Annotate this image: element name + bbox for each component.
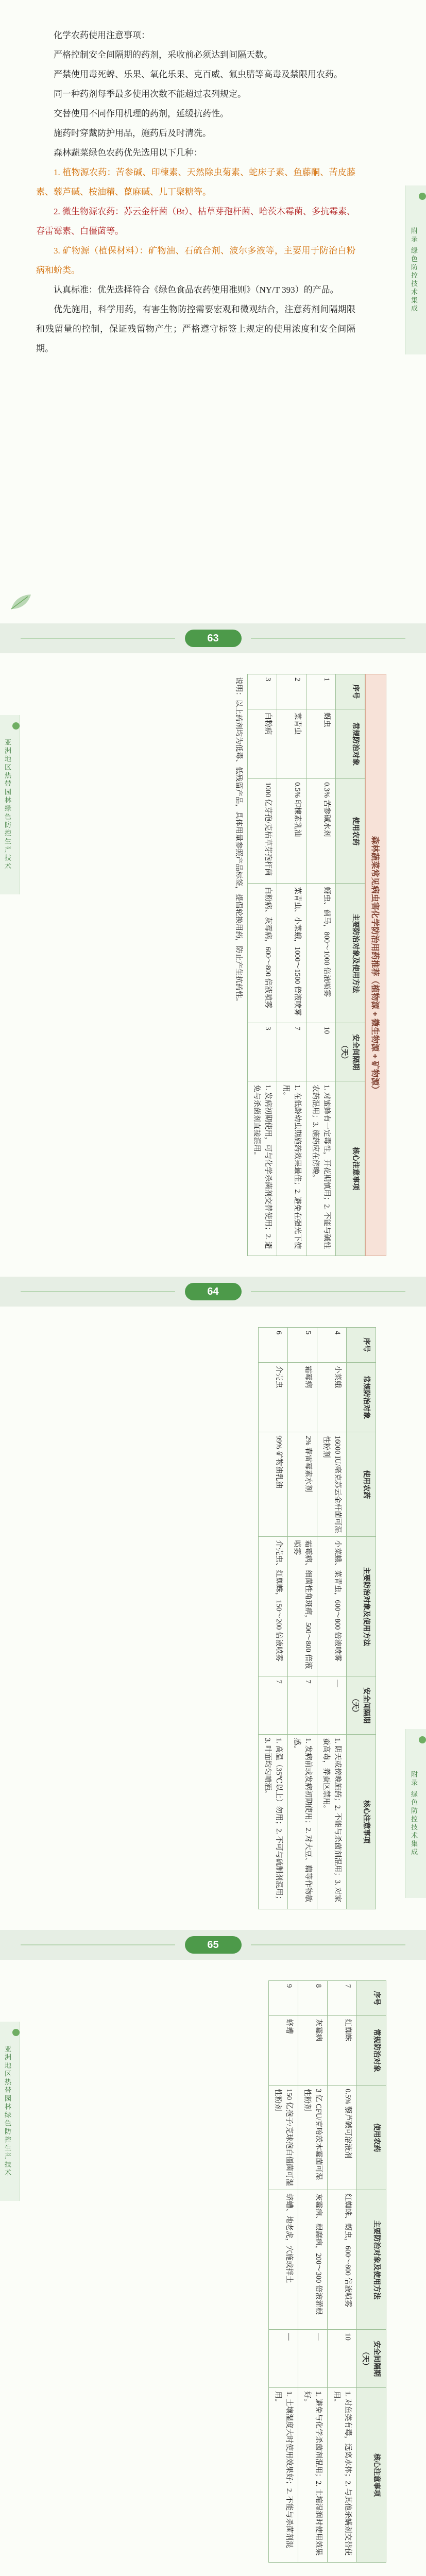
col-header: 主要防治对象及使用方法 xyxy=(357,2190,386,2330)
table-cell: 4 xyxy=(317,1328,347,1363)
col-header: 序号 xyxy=(347,1328,376,1363)
table-cell: 介壳虫 xyxy=(259,1362,288,1432)
table-row xyxy=(277,674,306,1256)
page-63 xyxy=(0,0,426,623)
rotated-content xyxy=(36,674,386,1256)
paragraph: 森林蔬菜绿色农药优先选用以下几种： xyxy=(54,148,202,158)
table-cell: 红蜘蛛、蚜虫，600～800 倍液喷雾 xyxy=(328,2190,357,2330)
table-cell: 1. 对蜜蜂有一定毒性，开花期慎用；2. 不能与碱性农药混用；3. 施药应在傍晚。 xyxy=(306,1081,336,1256)
table-row xyxy=(317,1328,347,1909)
table-cell: 菜青虫、小菜蛾，1000～1500 倍液喷雾 xyxy=(277,884,306,1023)
table-cell: 7 xyxy=(288,1676,317,1735)
table-cell: 0.5% 藜芦碱可溶液剂 xyxy=(328,2086,357,2190)
table-row xyxy=(288,1328,317,1909)
side-tab-left xyxy=(0,2022,20,2201)
col-header: 使用农药 xyxy=(357,2086,386,2190)
table-cell: — xyxy=(317,1676,347,1735)
col-header: 核心注意事项 xyxy=(336,1081,365,1256)
col-header: 使用农药 xyxy=(347,1432,376,1537)
tab-dot-icon xyxy=(12,722,20,730)
paragraph: 化学农药使用注意事项： xyxy=(54,30,150,40)
col-header: 安全间隔期（天） xyxy=(336,1023,365,1081)
table-cell: 16000 IU/毫克苏云金杆菌可湿性粉剂 xyxy=(317,1432,347,1537)
table-cell: 7 xyxy=(328,1981,357,2016)
table-cell: 1. 阴天或傍晚施药；2. 不能与杀菌剂混用；3. 对家蚕高毒，养蚕区禁用。 xyxy=(317,1735,347,1909)
side-tab-left xyxy=(0,715,20,894)
table-cell: 1. 避免与化学杀菌剂混用；2. 土壤湿润时使用效果好。 xyxy=(298,2388,328,2563)
table-cell: 3 亿 CFU/克哈茨木霉菌可湿性粉剂 xyxy=(298,2086,328,2190)
table-footnote: 说明：以上药剂均为低毒、低残留产品，具体用量参照产品标签，提倡轮换用药，防止产生抗药性。 xyxy=(234,677,243,1006)
paragraph-highlight: 3. 矿物源（植保材料）：矿物油、石硫合剂、波尔多液等，主要用于防治白粉病和蚧类。 xyxy=(36,246,355,275)
table-cell: 1. 发病前或发病初期使用；2. 对大豆、藕等作物敏感。 xyxy=(288,1735,317,1909)
page-number: 64 xyxy=(185,1283,242,1300)
side-tab-text: 亚洲地区热带园林绿色防控生产技术 xyxy=(4,2045,11,2177)
table-cell: 1. 对鱼类有毒，远离水体；2. 与其他杀螨剂交替使用。 xyxy=(328,2388,357,2563)
tab-dot-icon xyxy=(419,193,426,200)
paragraph: 同一种药剂每季最多使用次数不能超过表列规定。 xyxy=(54,89,246,99)
table-cell: 白粉病 xyxy=(248,709,277,778)
table-row xyxy=(306,674,336,1256)
paragraph: 施药时穿戴防护用品，施药后及时清洗。 xyxy=(54,128,211,138)
page-number: 63 xyxy=(185,630,242,647)
col-header: 核心注意事项 xyxy=(347,1735,376,1909)
table-row xyxy=(328,1981,357,2563)
page-64 xyxy=(0,653,426,1277)
col-header: 常规防治对象 xyxy=(347,1362,376,1432)
table-row xyxy=(298,1981,328,2563)
table-cell: 10 xyxy=(328,2330,357,2388)
col-header: 常规防治对象 xyxy=(336,709,365,778)
pesticide-table xyxy=(268,1980,386,2563)
table-cell: 蛴螬 xyxy=(269,2015,298,2085)
paragraph: 严禁使用毒死蜱、乐果、氧化乐果、克百威、氟虫腈等高毒及禁限用农药。 xyxy=(54,70,343,79)
page-number-band xyxy=(0,1930,426,1960)
table-cell: 1. 高温（35℃以上）勿用；2. 不可与硫制剂混用；3. 叶面均匀喷洒。 xyxy=(259,1735,288,1909)
rotated-table-area xyxy=(36,1980,386,2563)
table-cell: — xyxy=(298,2330,328,2388)
divider xyxy=(251,1291,405,1292)
tab-dot-icon xyxy=(419,1736,426,1743)
table-cell: 小菜蛾、菜青虫，600～800 倍液喷雾 xyxy=(317,1537,347,1676)
table-cell: 白粉病、灰霉病，600～800 倍液喷雾 xyxy=(248,884,277,1023)
col-header: 常规防治对象 xyxy=(357,2015,386,2085)
page-65 xyxy=(0,1307,426,1930)
table-cell: 蚜虫、蓟马，800～1000 倍液喷雾 xyxy=(306,884,336,1023)
table-cell: 霜霉病、细菌性角斑病，500～800 倍液喷雾 xyxy=(288,1537,317,1676)
table-cell: 菜青虫 xyxy=(277,709,306,778)
table-cell: 1. 发病初期使用，可与化学杀菌剂交替使用；2. 避免与杀菌剂直接混用。 xyxy=(248,1081,277,1256)
tab-dot-icon xyxy=(12,2029,20,2036)
paragraph: 认真标准：优先选择符合《绿色食品农药使用准则》（NY/T 393）的产品。 xyxy=(54,285,339,295)
divider xyxy=(21,638,175,639)
table-cell: 红蜘蛛 xyxy=(328,2015,357,2085)
table-cell: 6 xyxy=(259,1328,288,1363)
table-cell: 灰霉病 xyxy=(298,2015,328,2085)
table-cell: 9 xyxy=(269,1981,298,2016)
col-header: 使用农药 xyxy=(336,779,365,884)
side-tab-text: 附录 绿色防控技术集成 xyxy=(410,227,418,313)
table-cell: 99% 矿物油乳油 xyxy=(259,1432,288,1537)
pesticide-table xyxy=(247,674,365,1256)
table-cell: 2% 春雷霉素水剂 xyxy=(288,1432,317,1537)
table-cell: 1000 亿芽孢/克枯草芽孢杆菌 xyxy=(248,779,277,884)
table-cell: 介壳虫、红蜘蛛，150～200 倍液喷雾 xyxy=(259,1537,288,1676)
table-cell: 150 亿孢子/克球孢白僵菌可湿性粉剂 xyxy=(269,2086,298,2190)
col-header: 安全间隔期（天） xyxy=(347,1676,376,1735)
divider xyxy=(251,1944,405,1945)
table-cell: 3 xyxy=(248,674,277,709)
table-row xyxy=(259,1328,288,1909)
paragraph: 交替使用不同作用机理的药剂，延缓抗药性。 xyxy=(54,109,229,118)
table-cell: 霜霉病 xyxy=(288,1362,317,1432)
rotated-table-area xyxy=(36,674,386,1256)
paragraph: 严格控制安全间隔期的药剂，采收前必须达到间隔天数。 xyxy=(54,50,272,60)
table-cell: 蚜虫 xyxy=(306,709,336,778)
table-cell: 小菜蛾 xyxy=(317,1362,347,1432)
side-tab-text: 亚洲地区热带园林绿色防控生产技术 xyxy=(4,739,11,871)
table-cell: 2 xyxy=(277,674,306,709)
col-header: 核心注意事项 xyxy=(357,2388,386,2563)
rotated-table-area xyxy=(31,1327,376,1909)
table-cell: 5 xyxy=(288,1328,317,1363)
table-cell: — xyxy=(269,2330,298,2388)
table-cell: 3 xyxy=(248,1023,277,1081)
rotated-content xyxy=(36,1980,386,2563)
side-tab-right xyxy=(405,185,426,354)
table-cell: 蛴螬、地老虎，穴施或拌土 xyxy=(269,2190,298,2330)
leaf-ornament-icon xyxy=(9,592,33,611)
col-header: 主要防治对象及使用方法 xyxy=(336,884,365,1023)
table-title: 森林蔬菜常见病虫害化学防治用药推荐（植物源 + 微生物源 + 矿物源） xyxy=(365,674,386,1256)
table-cell: 灰霉病、根腐病，200～300 倍液灌根 xyxy=(298,2190,328,2330)
col-header: 主要防治对象及使用方法 xyxy=(347,1537,376,1676)
col-header: 序号 xyxy=(357,1981,386,2016)
rotated-content xyxy=(31,1327,376,1909)
table-cell: 7 xyxy=(259,1676,288,1735)
table-cell: 1. 在低龄幼虫期施药效果最佳；2. 避免在强光下使用。 xyxy=(277,1081,306,1256)
table-row xyxy=(269,1981,298,2563)
side-tab-text: 附录 绿色防控技术集成 xyxy=(410,1770,418,1857)
table-cell: 0.3% 苦参碱水剂 xyxy=(306,779,336,884)
divider xyxy=(21,1291,175,1292)
side-tab-right xyxy=(405,1729,426,1898)
table-cell: 7 xyxy=(277,1023,306,1081)
table-row xyxy=(248,674,277,1256)
table-cell: 10 xyxy=(306,1023,336,1081)
page-number-band xyxy=(0,623,426,653)
table-cell: 0.5% 印楝素乳油 xyxy=(277,779,306,884)
paragraph-highlight: 2. 微生物源农药：苏云金杆菌（Bt）、枯草芽孢杆菌、哈茨木霉菌、多抗霉素、春雷霉素、白僵菌等。 xyxy=(36,207,355,236)
paragraph: 优先施用，科学用药，有害生物防控需要宏观和微观结合，注意药剂间隔期限和残留量的控制，保证残留物产生；严格遵守标签上规定的使用浓度和安全间隔期。 xyxy=(36,304,355,353)
table-cell: 1 xyxy=(306,674,336,709)
table-cell: 1. 土壤湿度大时使用效果好；2. 不能与杀菌剂混用。 xyxy=(269,2388,298,2563)
col-header: 序号 xyxy=(336,674,365,709)
table-cell: 8 xyxy=(298,1981,328,2016)
page-number: 65 xyxy=(185,1936,242,1954)
divider xyxy=(251,638,405,639)
page-63-body xyxy=(36,26,355,359)
divider xyxy=(21,1944,175,1945)
pesticide-table xyxy=(258,1327,376,1909)
page-number-band xyxy=(0,1277,426,1307)
page-66 xyxy=(0,1960,426,2576)
paragraph-highlight: 1. 植物源农药：苦参碱、印楝素、天然除虫菊素、蛇床子素、鱼藤酮、苦皮藤素、藜芦碱、桉油精、蓖麻碱、儿丁聚糖等。 xyxy=(36,167,355,197)
col-header: 安全间隔期（天） xyxy=(357,2330,386,2388)
